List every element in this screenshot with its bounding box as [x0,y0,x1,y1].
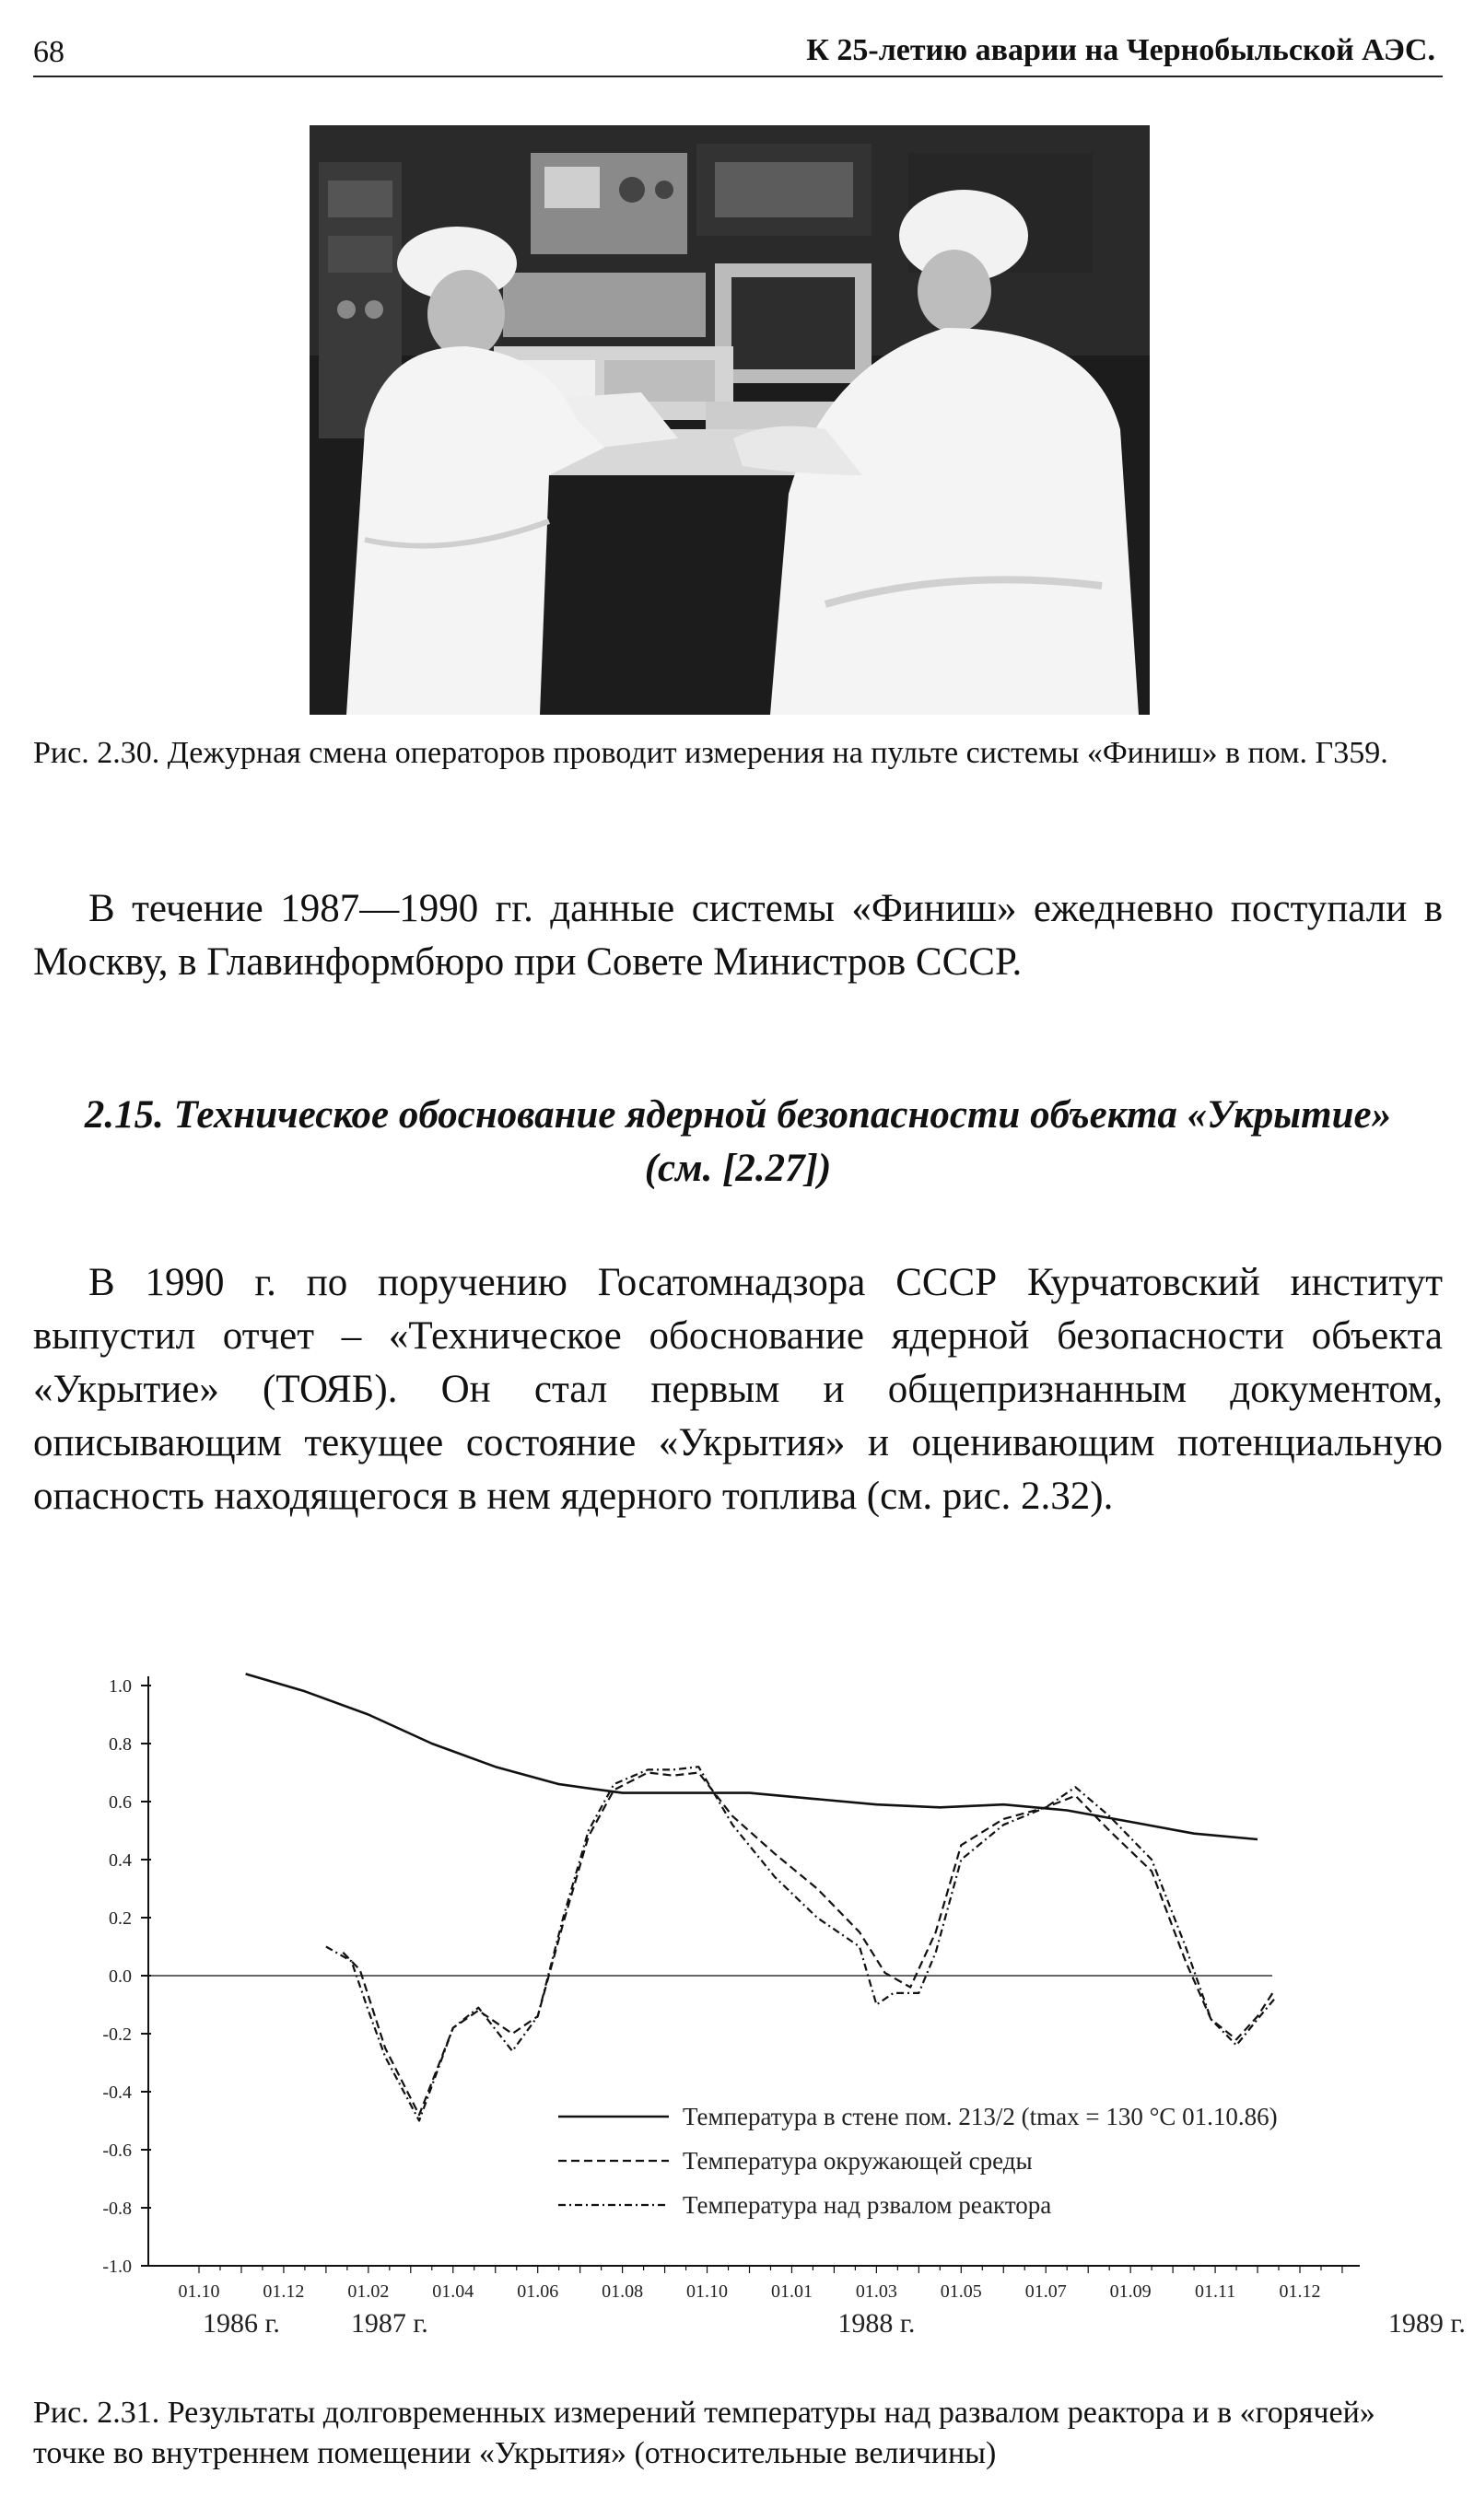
operators-photo-illustration [310,125,1150,715]
y-tick-label: 0.4 [109,1850,132,1871]
x-tick-label: 01.02 [347,2281,390,2302]
y-tick-label: 0.0 [109,1966,132,1987]
x-tick-label: 01.11 [1194,2281,1236,2302]
running-title: К 25-летию аварии на Чернобыльской АЭС. [806,33,1435,67]
y-tick-label: 1.0 [109,1676,132,1697]
y-tick-label: 0.8 [109,1734,132,1755]
x-axis-ticks [179,2266,1466,2339]
legend-label: Температура в стене пом. 213/2 (tmax = 130 °C 01.10.86) [683,2103,1278,2130]
year-label: 1986 г. [203,2308,280,2339]
y-tick-label: -1.0 [102,2257,132,2277]
y-tick-label: -0.4 [102,2082,132,2103]
x-tick-label: 01.08 [602,2281,644,2302]
y-tick-label: 0.6 [109,1792,132,1813]
x-tick-label: 01.01 [770,2281,813,2302]
section-heading-2-15 [33,1089,1443,1196]
x-tick-label: 01.12 [1279,2281,1321,2302]
page-number: 68 [33,35,64,69]
paragraph-toyab-report: В 1990 г. по поручению Госатомнадзора СССР Курчатовский институт выпустил отчет – «Техническое обоснование ядерной безопасности объекта «Укрытие» (ТОЯБ). Он стал первым и общепризнанным документом, описывающим текущее состояние «Укрытия» и оценивающим потенциальную опасность находящегося в нем ядерного топлива (см. рис. 2.32). [33,1261,1443,1518]
series-line-dashdot [326,1767,1275,2120]
section-heading-line-2: (см. [2.27]) [644,1147,832,1190]
x-tick-label: 01.10 [178,2281,220,2302]
header-rule [33,76,1443,77]
x-tick-label: 01.06 [517,2281,559,2302]
legend-label: Температура над рзвалом реактора [683,2191,1052,2219]
temperature-chart [33,1649,1466,2376]
series-line-dashed [343,1773,1274,2116]
year-label: 1989 г. [1387,2308,1466,2339]
x-tick-label: 01.07 [1024,2281,1067,2302]
paragraph-finish-data: В течение 1987—1990 гг. данные системы «Финиш» ежедневно поступали в Москву, в Главинформбюро при Совете Министров СССР. [33,887,1443,984]
x-tick-label: 01.04 [432,2281,474,2302]
legend-label: Температура окружающей среды [683,2147,1033,2175]
series-line-solid [246,1674,1258,1839]
x-tick-label: 01.05 [940,2281,982,2302]
x-tick-label: 01.03 [855,2281,897,2302]
operators-photo [310,125,1150,715]
year-label: 1987 г. [350,2308,428,2339]
x-tick-label: 01.10 [686,2281,729,2302]
y-tick-label: -0.8 [102,2199,132,2219]
x-tick-label: 01.12 [263,2281,305,2302]
figure-caption-2-30: Рис. 2.30. Дежурная смена операторов проводит измерения на пульте системы «Финиш» в пом. Г359. [33,736,1388,770]
section-heading-line-1: 2.15. Техническое обоснование ядерной безопасности объекта «Укрытие» [84,1093,1392,1137]
y-tick-label: -0.6 [102,2141,132,2161]
chart-legend [558,2103,1278,2219]
chart-series [246,1674,1275,2120]
figure-caption-2-31: Рис. 2.31. Результаты долговременных измерений температуры над развалом реактора и в «горячей» точке во внутреннем помещении «Укрытия» (относительные величины) [33,2396,1375,2470]
y-tick-label: 0.2 [109,1908,132,1929]
y-axis-ticks [102,1676,151,2277]
year-label: 1988 г. [837,2308,916,2339]
x-tick-label: 01.09 [1109,2281,1152,2302]
y-tick-label: -0.2 [102,2024,132,2045]
chart-axes [148,1676,1360,2266]
